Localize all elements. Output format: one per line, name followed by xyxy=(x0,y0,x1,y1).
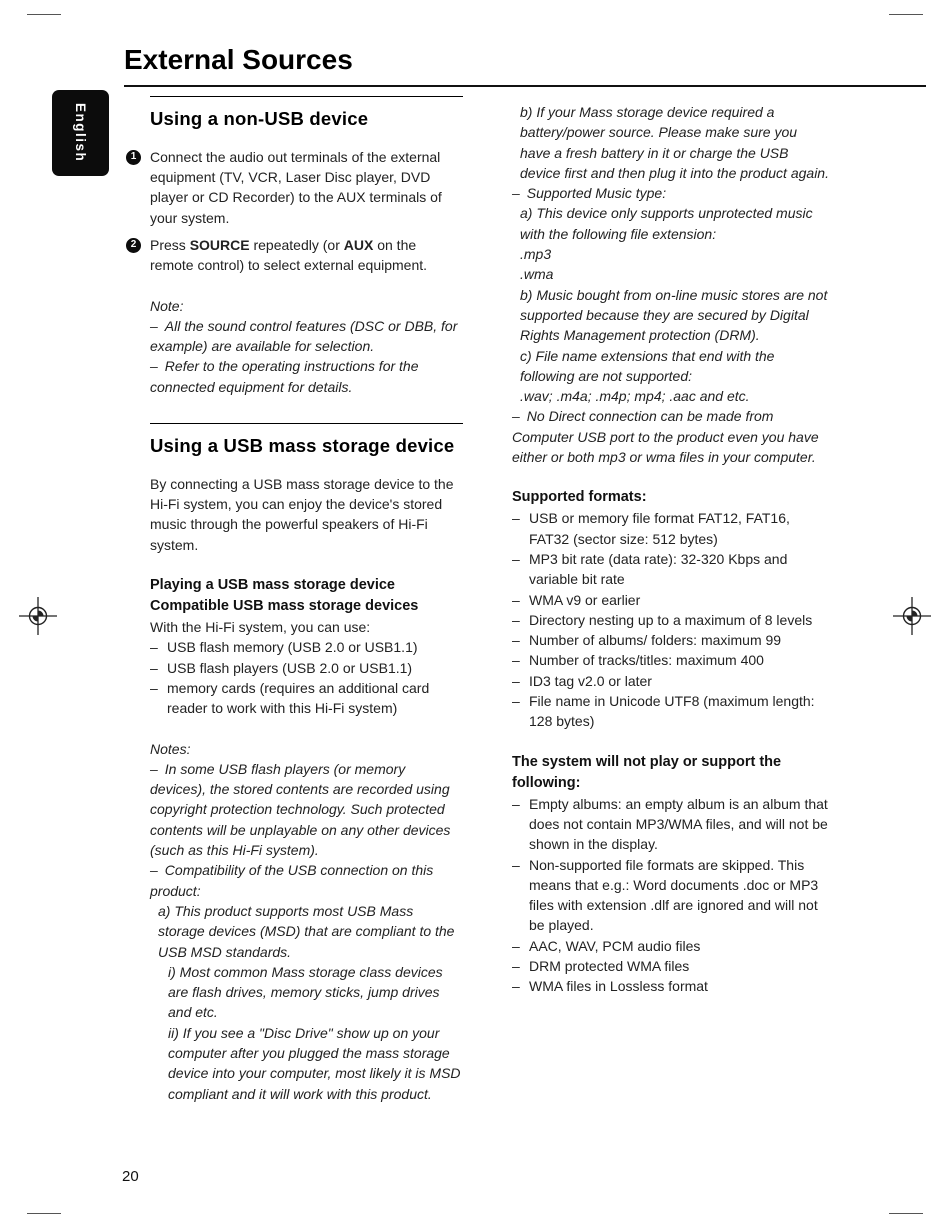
list-item-text: WMA files in Lossless format xyxy=(529,978,708,995)
list-item-text: MP3 bit rate (data rate): 32-320 Kbps and variable bit rate xyxy=(529,550,788,588)
dash-marker: – xyxy=(512,408,520,425)
bold-subheading: Compatible USB mass storage devices xyxy=(150,598,419,615)
list-item-text: Number of tracks/titles: maximum 400 xyxy=(529,652,764,669)
crop-mark xyxy=(889,14,923,15)
dash-marker: – xyxy=(512,693,520,710)
dash-marker: – xyxy=(512,652,520,669)
step-text-segment: Press xyxy=(150,237,190,253)
note-list-text: Compatibility of the USB connection on this product: xyxy=(150,862,434,899)
numbered-step xyxy=(130,147,463,228)
list-item-text: USB flash memory (USB 2.0 or USB1.1) xyxy=(167,639,418,656)
note-paragraph: .wma xyxy=(520,266,554,283)
note-paragraph: a) This product supports most USB Mass storage devices (MSD) that are compliant to the USB MSD standards. xyxy=(158,902,455,960)
title-rule xyxy=(124,85,926,87)
page-title: External Sources xyxy=(124,44,353,75)
dash-marker: – xyxy=(512,937,520,954)
registration-mark-icon xyxy=(19,597,57,635)
crop-mark xyxy=(27,14,61,15)
list-item-text: USB flash players (USB 2.0 or USB1.1) xyxy=(167,659,413,676)
left-column xyxy=(130,96,463,1104)
note-paragraph: b) If your Mass storage device required a battery/power source. Please make sure you have a fresh battery in it or charge the USB device first and then plug it into the product again. xyxy=(520,104,829,181)
note-paragraph: b) Music bought from on-line music stores are not supported because they are secured by Digital Rights Management protection (DRM). xyxy=(520,286,828,344)
right-column xyxy=(512,102,830,997)
dash-marker: – xyxy=(150,639,158,656)
dash-marker: – xyxy=(150,760,158,777)
list-item-text: Directory nesting up to a maximum of 8 levels xyxy=(529,611,813,628)
section-heading: Using a non-USB device xyxy=(150,96,463,133)
note-list-item xyxy=(150,759,463,860)
dash-marker: – xyxy=(512,856,520,873)
list-item xyxy=(150,637,463,657)
dash-marker: – xyxy=(512,510,520,527)
note-list-item xyxy=(150,356,463,397)
numbered-step xyxy=(130,235,463,276)
list-item xyxy=(150,658,463,678)
dash-marker: – xyxy=(512,672,520,689)
step-text-segment: SOURCE xyxy=(189,237,250,253)
list-item xyxy=(512,936,830,956)
list-item-text: File name in Unicode UTF8 (maximum length: 128 bytes) xyxy=(529,693,815,730)
section-heading: Using a USB mass storage device xyxy=(150,423,463,460)
registration-mark-icon xyxy=(893,597,931,635)
list-item xyxy=(512,650,830,670)
list-item xyxy=(512,671,830,691)
note-label: Notes: xyxy=(150,740,191,757)
dash-marker: – xyxy=(150,317,158,334)
note-paragraph: i) Most common Mass storage class devices are flash drives, memory sticks, jump drives and etc. xyxy=(168,963,443,1021)
crop-mark xyxy=(27,1213,61,1214)
list-item-text: Empty albums: an empty album is an album that does not contain MP3/WMA files, and will not be shown in the display. xyxy=(529,795,828,853)
dash-marker: – xyxy=(150,358,158,375)
note-label: Note: xyxy=(150,297,184,314)
step-text-segment: Connect the audio out terminals of the external equipment (TV, VCR, Laser Disc player, DVD player or CD Recorder) to the AUX terminals of your system. xyxy=(150,148,442,226)
dash-marker: – xyxy=(512,632,520,649)
dash-marker: – xyxy=(150,862,158,879)
dash-marker: – xyxy=(512,185,520,202)
list-item xyxy=(512,956,830,976)
list-item-text: WMA v9 or earlier xyxy=(529,591,641,608)
dash-marker: – xyxy=(512,591,520,608)
note-paragraph: .wav; .m4a; .m4p; mp4; .aac and etc. xyxy=(520,388,750,405)
note-list-text: Supported Music type: xyxy=(526,185,667,202)
list-item-text: ID3 tag v2.0 or later xyxy=(529,672,652,689)
paragraph: By connecting a USB mass storage device to the Hi-Fi system, you can enjoy the device's stored music through the powerful speakers of Hi-Fi system. xyxy=(150,475,454,553)
language-tab-label: English xyxy=(73,103,88,163)
step-text xyxy=(150,235,463,276)
crop-mark xyxy=(889,1213,923,1214)
list-item xyxy=(512,549,830,590)
list-item xyxy=(512,630,830,650)
list-item xyxy=(512,794,830,855)
dash-marker: – xyxy=(512,550,520,567)
dash-marker: – xyxy=(150,680,158,696)
list-item xyxy=(512,691,830,732)
list-item-text: memory cards (requires an additional card reader to work with this Hi-Fi system) xyxy=(167,680,430,717)
list-item xyxy=(512,610,830,630)
list-item-text: AAC, WAV, PCM audio files xyxy=(529,937,701,954)
dash-marker: – xyxy=(512,795,520,812)
dash-marker: – xyxy=(150,659,158,676)
page-number: 20 xyxy=(122,1168,139,1185)
step-number-badge: 1 xyxy=(126,150,141,165)
list-item xyxy=(512,976,830,996)
step-text-segment: repeatedly (or xyxy=(249,237,344,253)
note-list-item xyxy=(150,316,463,357)
note-list-text: No Direct connection can be made from Computer USB port to the product even you have either or both mp3 or wma files in your computer. xyxy=(512,408,819,466)
dash-marker: – xyxy=(512,958,520,975)
list-item-text: Number of albums/ folders: maximum 99 xyxy=(529,632,782,649)
bold-subheading: Supported formats: xyxy=(512,489,647,506)
step-text-segment: AUX xyxy=(343,237,374,253)
list-item-text: USB or memory file format FAT12, FAT16, FAT32 (sector size: 512 bytes) xyxy=(529,510,790,547)
list-item xyxy=(512,855,830,936)
note-paragraph: c) File name extensions that end with the following are not supported: xyxy=(520,347,775,384)
note-paragraph: a) This device only supports unprotected music with the following file extension: xyxy=(520,205,813,242)
step-number-badge: 2 xyxy=(126,238,141,253)
list-item-text: DRM protected WMA files xyxy=(529,958,690,975)
note-list-item xyxy=(150,860,463,901)
note-list-text: All the sound control features (DSC or DBB, for example) are available for selection. xyxy=(150,317,458,355)
list-item xyxy=(512,508,830,549)
step-text xyxy=(150,147,463,228)
note-paragraph: .mp3 xyxy=(520,246,552,263)
note-list-item xyxy=(512,406,830,467)
note-list-text: Refer to the operating instructions for the connected equipment for details. xyxy=(150,358,419,395)
paragraph: With the Hi-Fi system, you can use: xyxy=(150,619,371,636)
note-list-item xyxy=(512,183,830,203)
note-list-text: In some USB flash players (or memory devices), the stored contents are recorded using copyright protection technology. Such protected contents will be unplayable on any other devices (such as this Hi-Fi system). xyxy=(150,760,451,859)
dash-marker: – xyxy=(512,611,520,628)
list-item-text: Non-supported file formats are skipped. This means that e.g.: Word documents .doc or MP3 files with extension .dlf are ignored and will not be played. xyxy=(529,856,819,934)
bold-subheading: The system will not play or support the following: xyxy=(512,753,782,791)
list-item xyxy=(512,590,830,610)
note-paragraph: ii) If you see a "Disc Drive" show up on your computer after you plugged the mass storage device into your computer, most likely it is MSD compliant and it will work with this product. xyxy=(168,1024,461,1102)
list-item xyxy=(150,678,463,719)
step-text-segment: on the remote control) to select external equipment. xyxy=(150,237,428,274)
language-tab xyxy=(52,90,109,176)
bold-subheading: Playing a USB mass storage device xyxy=(150,577,395,594)
dash-marker: – xyxy=(512,978,520,995)
